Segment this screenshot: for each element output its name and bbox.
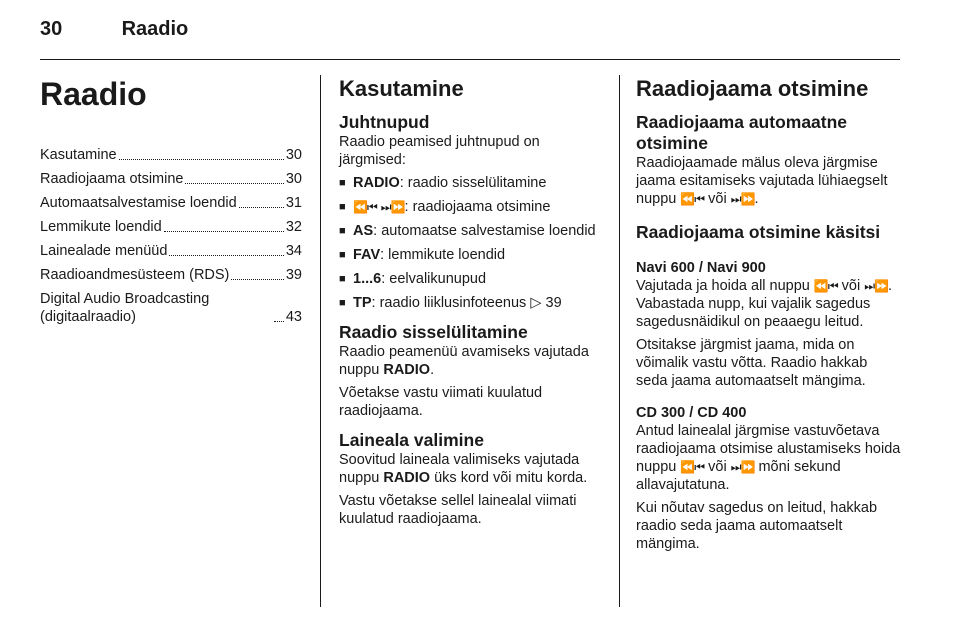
toc-item[interactable]: Raadioandmesüsteem (RDS) 39 [40,267,302,283]
running-header-section: Raadio [121,18,189,40]
list-item: ■ ⏪⏮ ⏭⏩: raadiojaama otsimine [339,199,551,215]
column-divider [619,75,620,607]
paragraph: Vajutada ja hoida all nuppu ⏪⏮ või ⏭⏩. Vabastada nupp, kui vajalik sagedus sagedusnäidikul on peaaegu leitud. [636,278,893,330]
paragraph: Raadio peamised juhtnupud on järgmised: [339,134,540,168]
bullet-icon: ■ [339,297,346,309]
paragraph: Võetakse vastu viimati kuulatud raadiojaama. [339,385,543,419]
model-heading: CD 300 / CD 400 [636,405,747,421]
bullet-icon: ■ [339,177,346,189]
bullet-icon: ■ [339,201,346,213]
toc-item[interactable]: Raadiojaama otsimine 30 [40,171,302,187]
page-ref-icon: ▷ [530,295,542,311]
toc-page: 30 [285,147,302,163]
list-item: ■ FAV: lemmikute loendid [339,247,506,263]
paragraph: Raadiojaamade mälus oleva järgmise jaama esitamiseks vajutada lühiaegselt nuppu ⏪⏮ või ⏭⏩. [636,155,888,207]
seek-forward-icon: ⏭⏩ [730,460,755,474]
paragraph: Soovitud laineala valimiseks vajutada nuppu RADIO üks kord või mitu korda. [339,452,588,486]
otsimine-column [636,76,902,558]
page-number: 30 [40,18,63,40]
paragraph: Raadio peamenüü avamiseks vajutada nuppu RADIO. [339,344,589,378]
header-rule [40,59,900,60]
seek-forward-icon: ⏭⏩ [730,192,755,206]
column-divider [320,75,321,607]
seek-back-icon: ⏪⏮ [680,192,705,206]
toc-item[interactable]: Automaatsalvestamise loendid 31 [40,195,302,211]
toc-page: 34 [285,243,302,259]
toc-list [40,146,302,326]
seek-forward-icon: ⏭⏩ [864,279,888,293]
toc-page: 30 [285,171,302,187]
subsection-title: Juhtnupud [339,112,430,132]
toc-item[interactable]: Lainealade menüüd 34 [40,243,302,259]
seek-forward-icon: ⏭⏩ [380,200,405,214]
subsection-title: Raadio sisselülitamine [339,322,528,342]
chapter-title: Raadio [40,76,147,112]
section-title: Kasutamine [339,76,464,101]
paragraph: Otsitakse järgmist jaama, mida on võimalik vastu võtta. Raadio hakkab seda jaama automaatselt mängima. [636,337,868,389]
toc-item[interactable]: Lemmikute loendid 32 [40,219,302,235]
toc-page: 32 [285,219,302,235]
seek-back-icon: ⏪⏮ [813,279,838,293]
subsection-title: Raadiojaama otsimine käsitsi [636,222,881,242]
paragraph: Kui nõutav sagedus on leitud, hakkab raadio seda jaama automaatselt mängima. [636,500,878,552]
subsection-title: Raadiojaama automaatne otsimine [636,112,848,153]
page-ref[interactable]: 39 [545,295,562,311]
toc-column [40,76,302,332]
list-item: ■ RADIO: raadio sisselülitamine [339,175,547,191]
model-heading: Navi 600 / Navi 900 [636,260,766,276]
subsection-title: Laineala valimine [339,430,484,450]
section-title: Raadiojaama otsimine [636,76,869,101]
seek-back-icon: ⏪⏮ [353,200,377,214]
list-item: ■ TP: raadio liiklusinfoteenus ▷ 39 [339,295,562,311]
toc-page: 31 [285,195,302,211]
paragraph: Vastu võetakse sellel lainealal viimati kuulatud raadiojaama. [339,493,577,527]
list-item: ■ AS: automaatse salvestamise loendid [339,223,596,239]
bullet-icon: ■ [339,249,346,261]
paragraph: Antud lainealal järgmise vastuvõetava raadiojaama otsimise alustamiseks hoida nuppu ⏪⏮ või ⏭⏩ mõni sekund allavajutatuna. [636,423,901,493]
controls-list [339,174,603,312]
kasutamine-column [339,76,603,533]
bullet-icon: ■ [339,273,346,285]
running-header [40,18,188,41]
toc-page: 43 [285,309,302,325]
toc-item[interactable]: Kasutamine 30 [40,147,302,163]
seek-back-icon: ⏪⏮ [680,460,705,474]
list-item: ■ 1...6: eelvalikunupud [339,271,487,287]
bullet-icon: ■ [339,225,346,237]
toc-item[interactable]: Digital Audio Broadcasting (digitaalraadio) 43 [40,291,302,325]
toc-page: 39 [285,267,302,283]
